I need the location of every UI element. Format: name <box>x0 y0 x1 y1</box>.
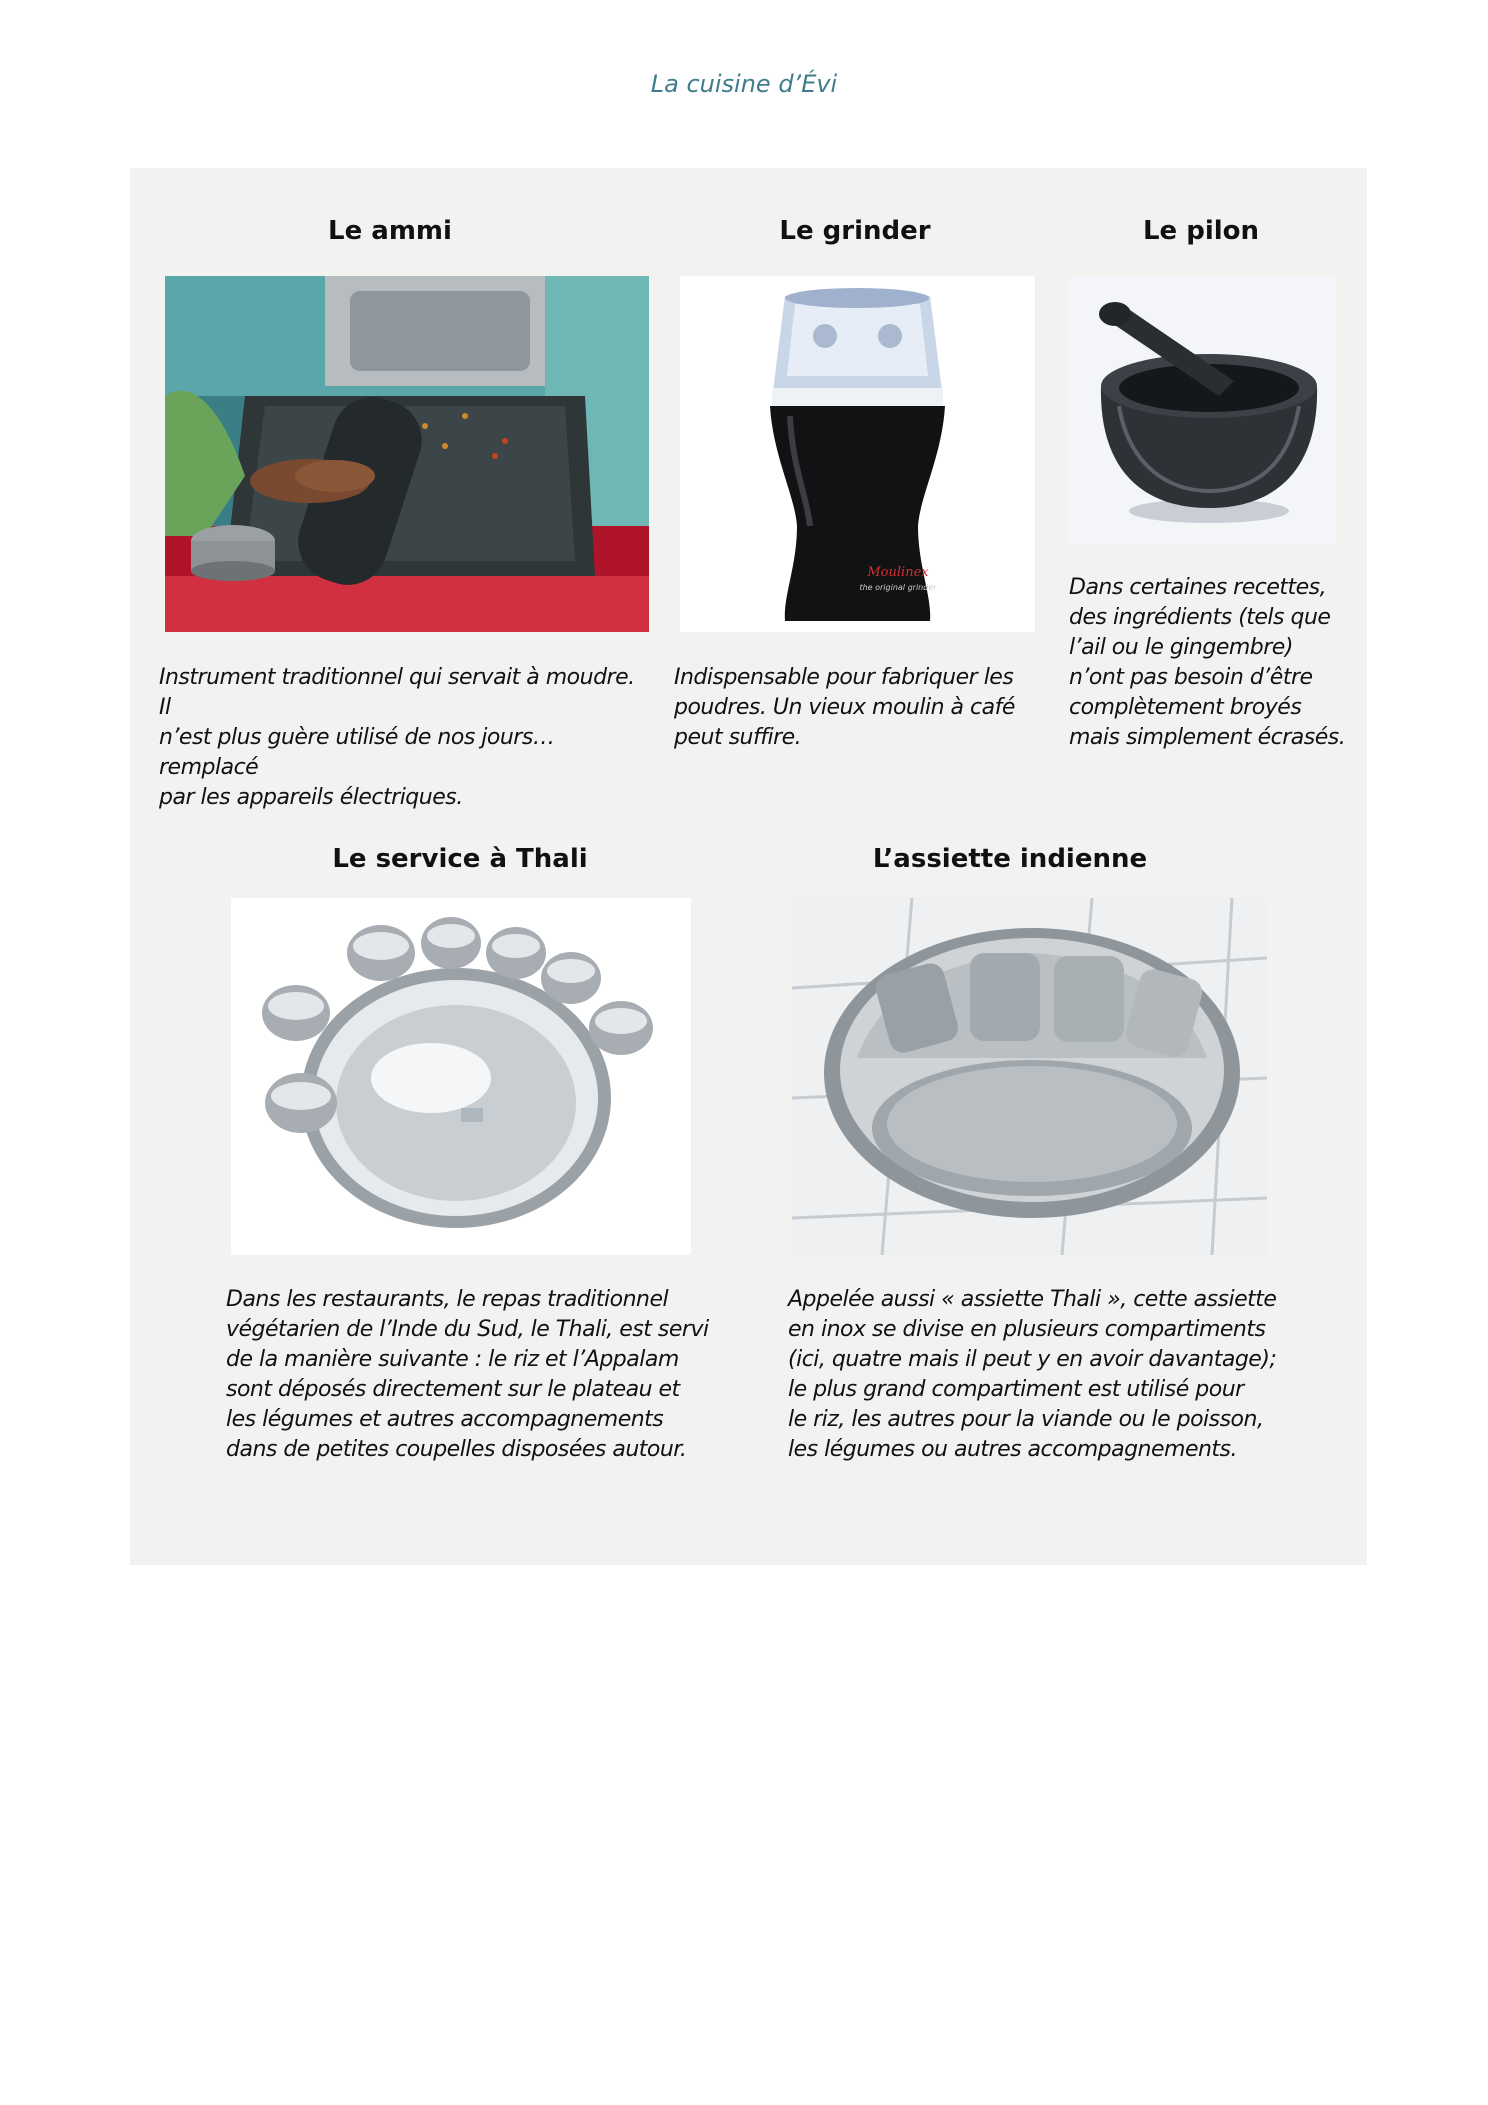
item-description: Indispensable pour fabriquer les poudres. Un vieux moulin à café peut suffire. <box>674 665 1015 750</box>
item-description: Appelée aussi « assiette Thali », cette assiette en inox se divise en plusieurs compartiments (ici, quatre mais il peut y en avoir davantage); le plus grand compartiment est utilisé pour le riz, les autres pour la viande ou le poisson, les légumes ou autres accompagnements. <box>788 1287 1277 1462</box>
grinder-brand-subtext: the original grinder <box>859 583 937 592</box>
item-description: Dans les restaurants, le repas traditionnel végétarien de l’Inde du Sud, le Thali, est servi de la manière suivante : le riz et l’Appalam sont déposés directement sur le plateau et les légumes et autres accompagnements dans de petites coupelles disposées autour. <box>226 1287 709 1462</box>
item-assiette-indienne <box>760 788 1367 1508</box>
item-description: Instrument traditionnel qui servait à moudre. Il n’est plus guère utilisé de nos jours… remplacé par les appareils électriques. <box>159 665 635 810</box>
item-pilon <box>1065 168 1367 768</box>
thali-service-photo <box>231 898 691 1255</box>
ammi-photo <box>165 276 649 632</box>
item-ammi <box>130 168 650 810</box>
item-service-thali <box>130 788 750 1508</box>
item-title: Le service à Thali <box>332 844 588 874</box>
item-title: Le ammi <box>328 216 452 246</box>
pilon-photo <box>1069 276 1337 544</box>
assiette-photo <box>792 898 1267 1255</box>
item-title: Le pilon <box>1142 216 1260 246</box>
item-title: L’assiette indienne <box>872 844 1148 874</box>
item-grinder <box>670 168 1050 768</box>
page-header-title: La cuisine d’Évi <box>650 70 838 98</box>
grinder-photo <box>680 276 1035 632</box>
item-title: Le grinder <box>779 216 931 246</box>
grinder-brand: Moulinex <box>867 565 929 580</box>
item-description: Dans certaines recettes, des ingrédients (tels que l’ail ou le gingembre) n’ont pas besoin d’être complètement broyés mais simplement écrasés. <box>1069 575 1346 750</box>
utensils-panel <box>130 168 1367 1565</box>
